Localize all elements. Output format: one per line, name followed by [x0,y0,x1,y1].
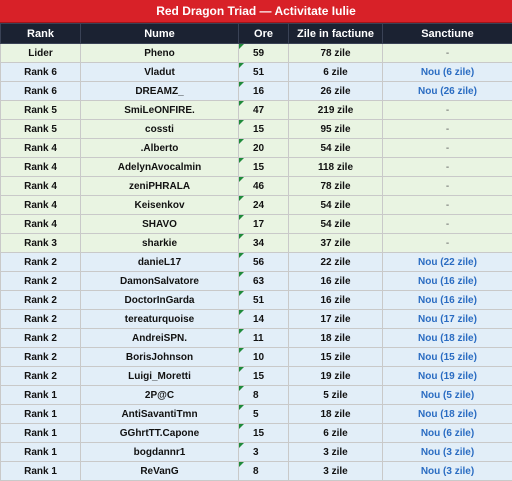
table-row [1,329,512,348]
cell-sanctiune[interactable]: - [383,139,512,158]
cell-name[interactable]: danieL17 [81,253,239,272]
table-row [1,253,512,272]
table-row [1,63,512,82]
cell-name[interactable]: bogdannr1 [81,443,239,462]
cell-zile[interactable]: 95 zile [289,120,383,139]
cell-sanctiune[interactable]: Nou (6 zile) [383,63,512,82]
column-header-name[interactable]: Nume [81,24,239,44]
cell-sanctiune[interactable]: - [383,120,512,139]
cell-name[interactable]: sharkie [81,234,239,253]
cell-name[interactable]: SHAVO [81,215,239,234]
cell-ore[interactable]: 10 [239,348,289,367]
cell-rank[interactable]: Lider [1,44,81,63]
cell-name[interactable]: tereaturquoise [81,310,239,329]
cell-zile[interactable]: 3 zile [289,443,383,462]
cell-sanctiune[interactable]: Nou (5 zile) [383,386,512,405]
table-row [1,234,512,253]
cell-rank[interactable]: Rank 4 [1,215,81,234]
cell-sanctiune[interactable]: - [383,44,512,63]
cell-ore[interactable]: 15 [239,158,289,177]
cell-ore[interactable]: 20 [239,139,289,158]
cell-name[interactable]: Vladut [81,63,239,82]
cell-sanctiune[interactable]: - [383,215,512,234]
cell-sanctiune[interactable]: - [383,158,512,177]
cell-zile[interactable]: 16 zile [289,291,383,310]
cell-zile[interactable]: 54 zile [289,215,383,234]
cell-rank[interactable]: Rank 5 [1,101,81,120]
cell-zile[interactable]: 118 zile [289,158,383,177]
cell-rank[interactable]: Rank 2 [1,253,81,272]
cell-rank[interactable]: Rank 2 [1,367,81,386]
table-row [1,291,512,310]
cell-zile[interactable]: 19 zile [289,367,383,386]
cell-sanctiune[interactable]: Nou (16 zile) [383,272,512,291]
table-row [1,101,512,120]
cell-rank[interactable]: Rank 4 [1,196,81,215]
cell-name[interactable]: DamonSalvatore [81,272,239,291]
cell-rank[interactable]: Rank 4 [1,177,81,196]
cell-name[interactable]: GGhrtTT.Capone [81,424,239,443]
cell-zile[interactable]: 5 zile [289,386,383,405]
cell-ore[interactable]: 5 [239,405,289,424]
cell-rank[interactable]: Rank 6 [1,63,81,82]
cell-zile[interactable]: 6 zile [289,424,383,443]
table-row [1,120,512,139]
cell-name[interactable]: .Alberto [81,139,239,158]
cell-zile[interactable]: 18 zile [289,405,383,424]
cell-zile[interactable]: 15 zile [289,348,383,367]
table-row [1,196,512,215]
table-row [1,82,512,101]
cell-name[interactable]: AdelynAvocalmin [81,158,239,177]
cell-ore[interactable]: 8 [239,386,289,405]
cell-sanctiune[interactable]: Nou (16 zile) [383,291,512,310]
cell-name[interactable]: SmiLeONFIRE. [81,101,239,120]
cell-sanctiune[interactable]: Nou (3 zile) [383,462,512,481]
cell-rank[interactable]: Rank 2 [1,272,81,291]
cell-rank[interactable]: Rank 6 [1,82,81,101]
cell-ore[interactable]: 47 [239,101,289,120]
cell-name[interactable]: Keisenkov [81,196,239,215]
cell-rank[interactable]: Rank 4 [1,158,81,177]
table-row [1,158,512,177]
cell-zile[interactable]: 16 zile [289,272,383,291]
cell-rank[interactable]: Rank 1 [1,462,81,481]
table-row [1,310,512,329]
cell-rank[interactable]: Rank 3 [1,234,81,253]
table-row [1,177,512,196]
cell-zile[interactable]: 6 zile [289,63,383,82]
column-header-zile[interactable]: Zile in factiune [289,24,383,44]
cell-rank[interactable]: Rank 2 [1,348,81,367]
cell-ore[interactable]: 51 [239,63,289,82]
cell-sanctiune[interactable]: - [383,101,512,120]
cell-ore[interactable]: 24 [239,196,289,215]
cell-rank[interactable]: Rank 1 [1,405,81,424]
cell-zile[interactable]: 37 zile [289,234,383,253]
table-row [1,215,512,234]
cell-zile[interactable]: 54 zile [289,139,383,158]
cell-ore[interactable]: 14 [239,310,289,329]
table-row [1,405,512,424]
cell-rank[interactable]: Rank 2 [1,310,81,329]
cell-name[interactable]: cossti [81,120,239,139]
cell-name[interactable]: AndreiSPN. [81,329,239,348]
table-row [1,367,512,386]
cell-sanctiune[interactable]: Nou (18 zile) [383,405,512,424]
cell-sanctiune[interactable]: Nou (3 zile) [383,443,512,462]
cell-ore[interactable]: 63 [239,272,289,291]
cell-rank[interactable]: Rank 4 [1,139,81,158]
table-row [1,424,512,443]
column-header-ore[interactable]: Ore [239,24,289,44]
sheet-title: Red Dragon Triad — Activitate Iulie [0,0,512,23]
cell-sanctiune[interactable]: Nou (6 zile) [383,424,512,443]
cell-zile[interactable]: 78 zile [289,44,383,63]
cell-ore[interactable]: 15 [239,424,289,443]
table-row [1,139,512,158]
cell-zile[interactable]: 219 zile [289,101,383,120]
cell-rank[interactable]: Rank 1 [1,386,81,405]
cell-zile[interactable]: 3 zile [289,462,383,481]
table-row [1,462,512,481]
cell-ore[interactable]: 34 [239,234,289,253]
cell-zile[interactable]: 18 zile [289,329,383,348]
cell-sanctiune[interactable]: - [383,234,512,253]
cell-ore[interactable]: 46 [239,177,289,196]
cell-ore[interactable]: 15 [239,367,289,386]
table-row [1,348,512,367]
cell-ore[interactable]: 17 [239,215,289,234]
table-row [1,443,512,462]
cell-name[interactable]: ReVanG [81,462,239,481]
cell-ore[interactable]: 59 [239,44,289,63]
cell-rank[interactable]: Rank 2 [1,329,81,348]
cell-zile[interactable]: 78 zile [289,177,383,196]
cell-sanctiune[interactable]: - [383,177,512,196]
cell-sanctiune[interactable]: Nou (18 zile) [383,329,512,348]
cell-name[interactable]: Pheno [81,44,239,63]
cell-ore[interactable]: 8 [239,462,289,481]
cell-sanctiune[interactable]: - [383,196,512,215]
activity-table [0,23,512,481]
cell-zile[interactable]: 22 zile [289,253,383,272]
cell-ore[interactable]: 3 [239,443,289,462]
column-header-rank[interactable]: Rank [1,24,81,44]
cell-sanctiune[interactable]: Nou (15 zile) [383,348,512,367]
column-header-sanctiune[interactable]: Sanctiune [383,24,512,44]
table-row [1,272,512,291]
table-header-row [1,24,512,44]
cell-rank[interactable]: Rank 5 [1,120,81,139]
cell-name[interactable]: 2P@C [81,386,239,405]
cell-sanctiune[interactable]: Nou (22 zile) [383,253,512,272]
cell-rank[interactable]: Rank 1 [1,424,81,443]
cell-sanctiune[interactable]: Nou (19 zile) [383,367,512,386]
cell-ore[interactable]: 16 [239,82,289,101]
cell-sanctiune[interactable]: Nou (26 zile) [383,82,512,101]
cell-zile[interactable]: 17 zile [289,310,383,329]
cell-ore[interactable]: 11 [239,329,289,348]
cell-name[interactable]: BorisJohnson [81,348,239,367]
cell-rank[interactable]: Rank 1 [1,443,81,462]
table-row [1,44,512,63]
cell-zile[interactable]: 54 zile [289,196,383,215]
cell-sanctiune[interactable]: Nou (17 zile) [383,310,512,329]
cell-name[interactable]: Luigi_Moretti [81,367,239,386]
cell-zile[interactable]: 26 zile [289,82,383,101]
cell-name[interactable]: DoctorInGarda [81,291,239,310]
cell-name[interactable]: DREAMZ_ [81,82,239,101]
cell-ore[interactable]: 56 [239,253,289,272]
cell-name[interactable]: zeniPHRALA [81,177,239,196]
table-row [1,386,512,405]
cell-ore[interactable]: 51 [239,291,289,310]
cell-name[interactable]: AntiSavantiTmn [81,405,239,424]
cell-ore[interactable]: 15 [239,120,289,139]
cell-rank[interactable]: Rank 2 [1,291,81,310]
